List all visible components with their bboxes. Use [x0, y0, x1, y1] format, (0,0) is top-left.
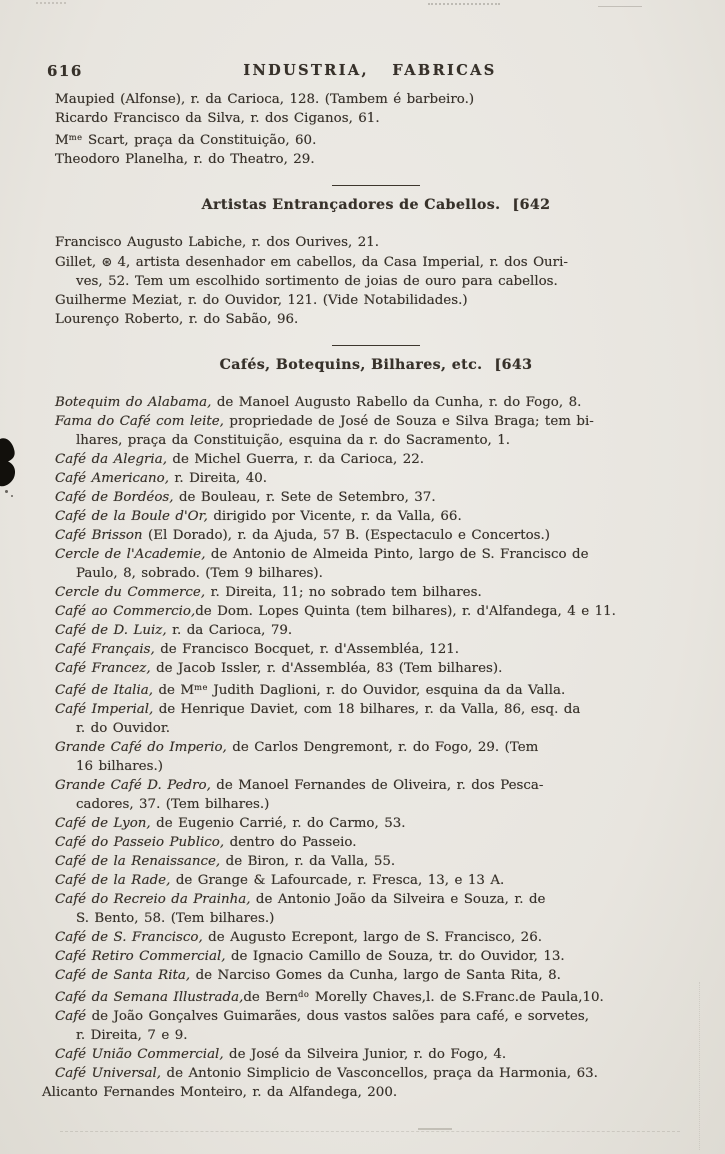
running-title: INDUSTRIA, FABRICAS [243, 62, 497, 79]
text-segment: Gillet, [55, 255, 102, 271]
directory-entry [55, 814, 697, 833]
entry-line [55, 852, 697, 871]
entry-line [55, 776, 697, 795]
directory-entry [55, 602, 697, 621]
text-segment: cadores, 37. (Tem bilhares.) [76, 797, 270, 813]
directory-entry [55, 310, 697, 329]
text-segment: de Antonio João da Silveira e Souza, r. de [250, 892, 546, 908]
text-segment: Scart, praça da Constituição, 60. [82, 133, 317, 149]
top-entries [55, 90, 697, 169]
text-segment: de Eugenio Carrié, r. do Carmo, 53. [150, 816, 406, 832]
entry-line [55, 947, 697, 966]
directory-entry [55, 545, 697, 583]
text-segment: r. Direita, 40. [168, 471, 268, 487]
directory-entry [55, 985, 697, 1007]
text-segment: Lourenço Roberto, r. do Sabão, 96. [55, 312, 299, 328]
directory-entry [55, 507, 697, 526]
entry-line [55, 795, 697, 814]
text-segment: de Bern [243, 990, 299, 1006]
scan-artifact-bottom [60, 1131, 680, 1132]
directory-entry [55, 621, 697, 640]
text-segment: Café Imperial, [55, 702, 154, 718]
entry-line [55, 310, 697, 329]
directory-entry [55, 90, 697, 109]
entry-line [55, 431, 697, 450]
text-segment: de Augusto Ecrepont, largo de S. Francisco, 26. [202, 930, 542, 946]
scan-artifact-bottom [418, 1128, 452, 1130]
text-segment: r. da Carioca, 79. [166, 623, 293, 639]
text-segment: Café da Alegria, [55, 452, 167, 468]
entry-line [55, 659, 697, 678]
text-segment: de João Gonçalves Guimarães, dous vastos salões para café, e sorvetes, [86, 1009, 589, 1025]
entry-line [55, 757, 697, 776]
scan-artifact-top [36, 2, 66, 4]
text-segment: r. Direita, 7 e 9. [76, 1028, 188, 1044]
entry-line [55, 412, 697, 431]
text-segment: Grande Café D. Pedro, [55, 778, 211, 794]
text-segment: de Francisco Bocquet, r. d'Assembléa, 121. [154, 642, 459, 658]
text-segment: Cercle du Commerce, [55, 585, 206, 601]
directory-entry [55, 700, 697, 738]
directory-entry [55, 252, 697, 291]
text-segment: de Michel Guerra, r. da Carioca, 22. [166, 452, 425, 468]
text-segment: de M [152, 683, 195, 699]
entry-line [55, 1026, 697, 1045]
entry-line [55, 928, 697, 947]
scan-artifact-top [428, 3, 500, 5]
text-segment: Café Retiro Commercial, [55, 949, 226, 965]
directory-entry [55, 450, 697, 469]
entry-line [55, 488, 697, 507]
directory-entry [55, 947, 697, 966]
section-divider [332, 185, 420, 186]
directory-entry [55, 583, 697, 602]
directory-entry [55, 640, 697, 659]
text-segment: Café de Santa Rita, [55, 968, 191, 984]
entry-line [55, 602, 697, 621]
text-segment: de Jacob Issler, r. d'Assembléa, 83 (Tem bilhares). [150, 661, 503, 677]
entry-line [55, 526, 697, 545]
entry-line [55, 252, 697, 272]
directory-entry [55, 233, 697, 252]
entry-line [55, 272, 697, 291]
text-segment: Café da Semana Illustrada, [55, 990, 244, 1006]
entry-line [55, 507, 697, 526]
medal-icon: ⊛ [101, 254, 113, 270]
directory-entry [55, 488, 697, 507]
text-segment: de Biron, r. da Valla, 55. [220, 854, 396, 870]
directory-entry [55, 852, 697, 871]
entry-line [55, 564, 697, 583]
text-segment: de Antonio de Almeida Pinto, largo de S. Francisco de [205, 547, 589, 563]
text-segment: de Henrique Daviet, com 18 bilhares, r. da Valla, 86, esq. da [153, 702, 581, 718]
text-segment: Judith Daglioni, r. do Ouvidor, esquina da da Valla. [207, 683, 566, 699]
entry-line [42, 1083, 697, 1102]
text-segment: me [194, 682, 208, 693]
text-segment: de Carlos Dengremont, r. do Fogo, 29. (Tem [226, 740, 539, 756]
section-ref: [642 [512, 197, 551, 214]
text-segment: Café de S. Francisco, [55, 930, 203, 946]
text-segment: de Grange & Lafourcade, r. Fresca, 13, e 13 A. [170, 873, 505, 889]
directory-entry [55, 890, 697, 928]
text-segment: Café Français, [55, 642, 155, 658]
section-heading-text: Cafés, Botequins, Bilhares, etc. [219, 357, 483, 374]
text-segment: ves, 52. Tem um escolhido sortimento de joias de ouro para cabellos. [76, 274, 558, 290]
text-segment: Café do Passeio Publico, [55, 835, 225, 851]
text-segment: Café Americano, [55, 471, 169, 487]
ink-blot [0, 436, 22, 488]
section-entries [55, 233, 697, 329]
text-segment: (El Dorado), r. da Ajuda, 57 B. (Espectaculo e Concertos.) [142, 528, 550, 544]
text-segment: Cercle de l'Academie, [55, 547, 206, 563]
directory-entry [55, 659, 697, 678]
text-segment: Café de Lyon, [55, 816, 151, 832]
text-segment: de Manoel Fernandes de Oliveira, r. dos Pesca- [210, 778, 544, 794]
entry-line [55, 128, 697, 150]
directory-entry [42, 1083, 697, 1102]
text-segment: Café Brisson [55, 528, 143, 544]
text-segment: Grande Café do Imperio, [55, 740, 227, 756]
directory-entry [55, 128, 697, 150]
entry-line [55, 150, 697, 169]
text-segment: me [68, 132, 83, 142]
section-heading [55, 196, 697, 215]
text-segment: de José da Silveira Junior, r. do Fogo, 4. [223, 1047, 507, 1063]
entry-line [55, 469, 697, 488]
directory-entry [55, 871, 697, 890]
directory-content [42, 90, 697, 1102]
entry-line [55, 1045, 697, 1064]
text-segment: Theodoro Planelha, r. do Theatro, 29. [55, 152, 315, 168]
text-segment: r. Direita, 11; no sobrado tem bilhares. [205, 585, 482, 601]
section-ref: [643 [494, 357, 533, 374]
entry-line [55, 545, 697, 564]
text-segment: Café do Recreio da Prainha, [55, 892, 251, 908]
section-entries [42, 393, 697, 1102]
entry-line [55, 890, 697, 909]
text-segment: S. Bento, 58. (Tem bilhares.) [76, 911, 275, 927]
ink-dot [5, 490, 8, 493]
section-divider [332, 345, 420, 346]
directory-entry [55, 833, 697, 852]
text-segment: de Dom. Lopes Quinta (tem bilhares), r. d'Alfandega, 4 e 11. [195, 604, 616, 620]
text-segment: Café de la Renaissance, [55, 854, 221, 870]
text-segment: dirigido por Vicente, r. da Valla, 66. [207, 509, 462, 525]
text-segment: propriedade de José de Souza e Silva Braga; tem bi- [223, 414, 594, 430]
text-segment: r. do Ouvidor. [76, 721, 171, 737]
text-segment: Paulo, 8, sobrado. (Tem 9 bilhares). [76, 566, 323, 582]
directory-entry [55, 738, 697, 776]
entry-line [55, 640, 697, 659]
directory-entry [55, 1064, 697, 1083]
entry-line [55, 1007, 697, 1026]
text-segment: Ricardo Francisco da Silva, r. dos Ciganos, 61. [55, 111, 380, 126]
directory-entry [55, 412, 697, 450]
text-segment: Café de Italia, [55, 683, 153, 699]
text-segment: 16 bilhares.) [76, 759, 163, 775]
entry-line [55, 393, 697, 412]
text-segment: de Narciso Gomes da Cunha, largo de Santa Rita, 8. [190, 968, 561, 984]
entry-line [55, 909, 697, 928]
text-segment: Café de Bordéos, [55, 490, 174, 506]
text-segment: de Bouleau, r. Sete de Setembro, 37. [173, 490, 436, 506]
entry-line [55, 738, 697, 757]
directory-entry [55, 966, 697, 985]
text-segment: Guilherme Meziat, r. do Ouvidor, 121. (Vide Notabilidades.) [55, 293, 468, 309]
page-header [47, 62, 693, 82]
section-heading [55, 356, 697, 375]
entry-line [55, 621, 697, 640]
entry-line [55, 291, 697, 310]
text-segment: Café de D. Luiz, [55, 623, 167, 639]
text-segment: dentro do Passeio. [224, 835, 357, 851]
entry-line [55, 719, 697, 738]
directory-entry [55, 526, 697, 545]
directory-entry [55, 776, 697, 814]
ink-dot [11, 495, 13, 497]
text-segment: Fama do Café com leite, [55, 414, 224, 430]
directory-entry [55, 393, 697, 412]
directory-entry [55, 469, 697, 488]
entry-line [55, 966, 697, 985]
directory-entry [55, 1007, 697, 1045]
directory-entry [55, 291, 697, 310]
page-number: 616 [47, 62, 83, 80]
entry-line [55, 233, 697, 252]
entry-line [55, 871, 697, 890]
text-segment: M [55, 133, 69, 149]
text-segment: Alicanto Fernandes Monteiro, r. da Alfandega, 200. [42, 1085, 398, 1101]
entry-line [55, 90, 697, 109]
directory-entry [55, 928, 697, 947]
entry-line [55, 833, 697, 852]
text-segment: de Ignacio Camillo de Souza, tr. do Ouvidor, 13. [225, 949, 565, 965]
text-segment: Francisco Augusto Labiche, r. dos Ourives, 21. [55, 235, 379, 251]
text-segment: Botequim do Alabama, [55, 395, 212, 411]
directory-entry [55, 109, 697, 128]
entry-line [55, 814, 697, 833]
entry-line [55, 700, 697, 719]
entry-line [55, 109, 697, 128]
text-segment: 4, artista desenhador em cabellos, da Casa Imperial, r. dos Ouri- [112, 255, 568, 271]
text-segment: do [298, 989, 310, 1000]
text-segment: Café ao Commercio, [55, 604, 196, 620]
text-segment: Café Francez, [55, 661, 151, 677]
directory-entry [55, 678, 697, 700]
entry-line [55, 1064, 697, 1083]
scan-artifact-top [598, 6, 642, 7]
text-segment: Morelly Chaves,l. de S.Franc.de Paula,10. [309, 990, 604, 1006]
text-segment: de Antonio Simplicio de Vasconcellos, praça da Harmonia, 63. [161, 1066, 598, 1082]
text-segment: Café de la Rade, [55, 873, 171, 889]
section-heading-text: Artistas Entrançadores de Cabellos. [201, 197, 501, 214]
scan-artifact-right [699, 982, 700, 1150]
text-segment: Café União Commercial, [55, 1047, 224, 1063]
entry-line [55, 678, 697, 700]
text-segment: Café de la Boule d'Or, [55, 509, 208, 525]
text-segment: Café [55, 1009, 87, 1025]
text-segment: Maupied (Alfonse), r. da Carioca, 128. (Tambem é barbeiro.) [55, 92, 475, 107]
directory-entry [55, 1045, 697, 1064]
entry-line [55, 450, 697, 469]
entry-line [55, 985, 697, 1007]
sections [42, 185, 697, 1102]
directory-entry [55, 150, 697, 169]
text-segment: lhares, praça da Constituição, esquina da r. do Sacramento, 1. [76, 433, 511, 449]
text-segment: Café Universal, [55, 1066, 162, 1082]
entry-line [55, 583, 697, 602]
text-segment: de Manoel Augusto Rabello da Cunha, r. do Fogo, 8. [211, 395, 582, 411]
